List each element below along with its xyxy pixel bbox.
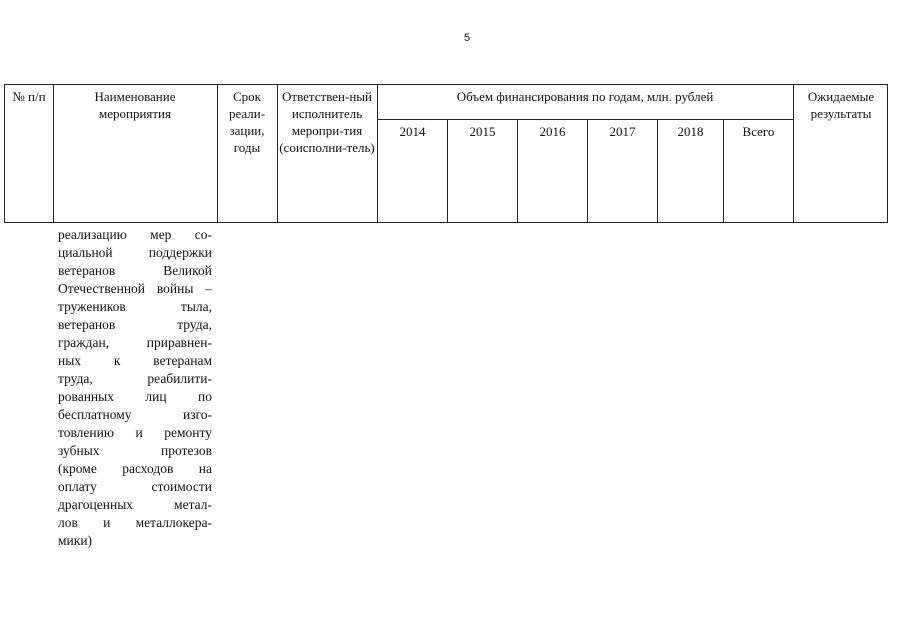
header-executor: Ответствен-ный исполнитель меропри-тия (соисполни-тель) — [279, 89, 375, 155]
text-line: граждан, приравнен- — [58, 335, 212, 350]
text-line: мики) — [58, 533, 93, 548]
column-divider — [53, 85, 54, 222]
header-number: № п/п — [12, 89, 46, 104]
header-year-2017: 2017 — [609, 124, 636, 139]
header-funding: Объем финансирования по годам, млн. рублей — [456, 89, 714, 104]
text-line: тружеников тыла, — [58, 299, 212, 314]
text-line: рованных лиц по — [58, 389, 212, 404]
page-number: 5 — [463, 32, 471, 44]
text-line: ных к ветеранам — [58, 353, 212, 368]
header-year-2016: 2016 — [539, 124, 566, 139]
header-results: Ожидаемые результаты — [807, 89, 875, 121]
column-divider — [793, 85, 794, 222]
header-term: Срок реали-зации, годы — [228, 89, 266, 155]
text-line: зубных протезов — [58, 443, 212, 458]
text-line: реализацию мер со- — [58, 227, 212, 242]
column-divider — [377, 85, 378, 222]
text-line: оплату стоимости — [58, 479, 212, 494]
text-line: бесплатному изго- — [58, 407, 212, 422]
header-total: Всего — [742, 124, 775, 139]
text-line: Отечественной войны – — [58, 281, 212, 296]
text-line: циальной поддержки — [58, 245, 212, 260]
text-line: ветеранов Великой — [58, 263, 212, 278]
table-header — [4, 84, 888, 223]
text-line: (кроме расходов на — [58, 461, 212, 476]
text-line: лов и металлокера- — [58, 515, 212, 530]
header-name: Наименование мероприятия — [94, 89, 176, 121]
text-line: драгоценных метал- — [58, 497, 212, 512]
text-line: товлению и ремонту — [58, 425, 212, 440]
column-divider — [217, 85, 218, 222]
column-divider — [277, 85, 278, 222]
text-line: труда, реабилити- — [58, 371, 212, 386]
header-year-2014: 2014 — [399, 124, 426, 139]
header-year-2015: 2015 — [469, 124, 496, 139]
activity-description — [58, 226, 212, 550]
header-year-2018: 2018 — [677, 124, 704, 139]
funding-subheader-divider — [377, 119, 793, 120]
text-line: ветеранов труда, — [58, 317, 212, 332]
